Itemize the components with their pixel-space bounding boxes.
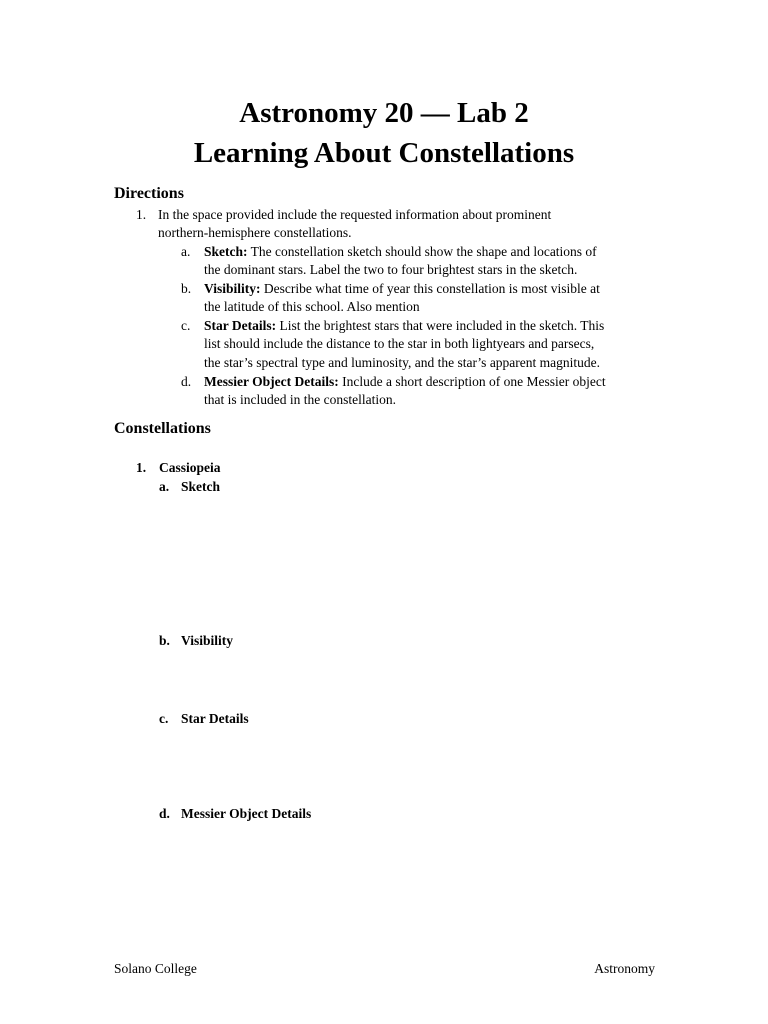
section-label: Visibility [181, 633, 234, 648]
list-marker: d. [181, 374, 192, 389]
subitem-text: list should include the distance to the star in both lightyears and parsecs, [204, 336, 595, 351]
subitem-text: The constellation sketch should show the shape and locations of [247, 244, 597, 259]
subitem-text: that is included in the constellation. [204, 392, 396, 407]
footer-left: Solano College [114, 961, 197, 976]
list-marker: d. [159, 806, 170, 821]
directions-heading: Directions [114, 185, 184, 202]
directions-item-1-line-1: In the space provided include the requested information about prominent [158, 207, 552, 222]
list-marker: b. [159, 633, 170, 648]
list-marker: 1. [136, 207, 147, 222]
list-marker: c. [181, 318, 191, 333]
subitem-label: Star Details: [204, 318, 277, 333]
subitem-label: Messier Object Details: [204, 374, 339, 389]
subitem-text: the dominant stars. Label the two to four brightest stars in the sketch. [204, 262, 578, 277]
subitem-label: Sketch: [204, 244, 248, 259]
list-marker: c. [159, 711, 169, 726]
subitem-text: the latitude of this school. Also mention [204, 299, 420, 314]
subitem-text: the star’s spectral type and luminosity, and the star’s apparent magnitude. [204, 355, 601, 370]
directions-item-1-line-2: northern-hemisphere constellations. [158, 225, 352, 240]
subitem-label: Visibility: [204, 281, 261, 296]
list-marker: b. [181, 281, 192, 296]
section-label: Star Details [181, 711, 249, 726]
section-label: Messier Object Details [181, 806, 312, 821]
subitem-text: Include a short description of one Messier object [338, 374, 606, 389]
subitem-text: Describe what time of year this constellation is most visible at [260, 281, 600, 296]
list-marker: a. [181, 244, 191, 259]
subitem-text: List the brightest stars that were included in the sketch. This [276, 318, 605, 333]
list-marker: a. [159, 479, 170, 494]
constellation-name: Cassiopeia [159, 460, 221, 475]
page-title-line-1: Astronomy 20 — Lab 2 [239, 97, 529, 129]
list-marker: 1. [136, 460, 147, 475]
footer-right: Astronomy [594, 961, 655, 976]
section-label: Sketch [181, 479, 221, 494]
page-title-line-2: Learning About Constellations [193, 137, 575, 169]
constellations-heading: Constellations [114, 420, 211, 437]
